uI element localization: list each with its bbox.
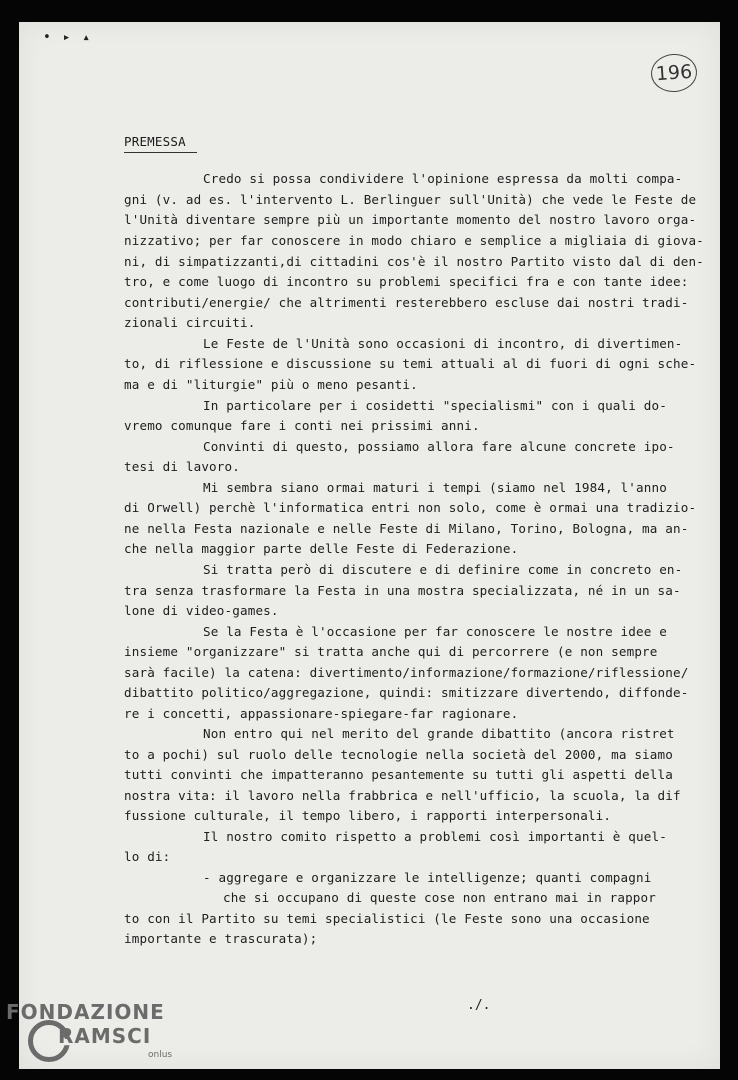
text-line: tutti convinti che impatteranno pesantemente su tutti gli aspetti della <box>124 767 673 782</box>
corner-marks: • ▸ ▴ <box>43 30 93 45</box>
text-line: tesi di lavoro. <box>124 459 240 474</box>
text-line: gni (v. ad es. l'intervento L. Berlinguer sull'Unità) che vede le Feste de <box>124 192 697 207</box>
text-line: nizzativo; per far conoscere in modo chiaro e semplice a migliaia di giova- <box>124 233 704 248</box>
text-line: to con il Partito su temi specialistici (le Feste sono una occasione <box>124 911 650 926</box>
text-line: Mi sembra siano ormai maturi i tempi (siamo nel 1984, l'anno <box>203 480 667 495</box>
text-line: tro, e come luogo di incontro su problemi specifici fra e con tante idee: <box>124 274 689 289</box>
text-line: In particolare per i cosidetti "specialismi" con i quali do- <box>203 398 667 413</box>
text-line: Se la Festa è l'occasione per far conoscere le nostre idee e <box>203 624 667 639</box>
document-page <box>19 22 720 1069</box>
text-line: che nella maggior parte delle Feste di Federazione. <box>124 541 519 556</box>
text-line: fussione culturale, il tempo libero, i rapporti interpersonali. <box>124 808 612 823</box>
text-line: Il nostro comito rispetto a problemi così importanti è quel- <box>203 829 667 844</box>
watermark-line-1: FONDAZIONE <box>6 1000 165 1024</box>
page-number: 196 <box>655 60 693 86</box>
text-line: to a pochi) sul ruolo delle tecnologie nella società del 2000, ma siamo <box>124 747 673 762</box>
section-heading: PREMESSA <box>124 134 186 149</box>
text-line: lo di: <box>124 849 171 864</box>
text-line: Non entro qui nel merito del grande dibattito (ancora ristret <box>203 726 675 741</box>
text-line: sarà facile) la catena: divertimento/informazione/formazione/riflessione/ <box>124 665 689 680</box>
text-line: ni, di simpatizzanti,di cittadini cos'è il nostro Partito visto dal di den- <box>124 254 704 269</box>
text-line: contributi/energie/ che altrimenti resterebbero escluse dai nostri tradi- <box>124 295 689 310</box>
continuation-mark: ./. <box>467 998 491 1013</box>
text-line: zionali circuiti. <box>124 315 256 330</box>
text-line: ma e di "liturgie" più o meno pesanti. <box>124 377 418 392</box>
watermark-line-2: RAMSCI <box>58 1024 152 1048</box>
text-line: Si tratta però di discutere e di definire come in concreto en- <box>203 562 683 577</box>
text-line: importante e trascurata); <box>124 931 318 946</box>
text-line: l'Unità diventare sempre più un importante momento del nostro lavoro orga- <box>124 212 697 227</box>
text-line: lone di video-games. <box>124 603 279 618</box>
watermark-line-3: onlus <box>148 1050 173 1060</box>
text-line: che si occupano di queste cose non entrano mai in rappor <box>223 890 656 905</box>
text-line: re i concetti, appassionare-spiegare-far ragionare. <box>124 706 519 721</box>
text-line: - aggregare e organizzare le intelligenze; quanti compagni <box>203 870 652 885</box>
page-number-stamp <box>650 52 699 93</box>
text-line: dibattito politico/aggregazione, quindi: smitizzare divertendo, diffonde- <box>124 685 689 700</box>
text-line: insieme "organizzare" si tratta anche qui di percorrere (e non sempre <box>124 644 658 659</box>
text-line: di Orwell) perchè l'informatica entri non solo, come è ormai una tradizio- <box>124 500 697 515</box>
text-line: to, di riflessione e discussione su temi attuali al di fuori di ogni sche- <box>124 356 697 371</box>
heading-underline <box>124 152 197 153</box>
text-line: nostra vita: il lavoro nella frabbrica e nell'ufficio, la scuola, la dif <box>124 788 681 803</box>
text-line: tra senza trasformare la Festa in una mostra specializzata, né in un sa- <box>124 583 681 598</box>
text-line: vremo comunque fare i conti nei prissimi anni. <box>124 418 480 433</box>
text-line: Le Feste de l'Unità sono occasioni di incontro, di divertimen- <box>203 336 683 351</box>
text-line: ne nella Festa nazionale e nelle Feste di Milano, Torino, Bologna, ma an- <box>124 521 689 536</box>
text-line: Convinti di questo, possiamo allora fare alcune concrete ipo- <box>203 439 675 454</box>
text-line: Credo si possa condividere l'opinione espressa da molti compa- <box>203 171 683 186</box>
